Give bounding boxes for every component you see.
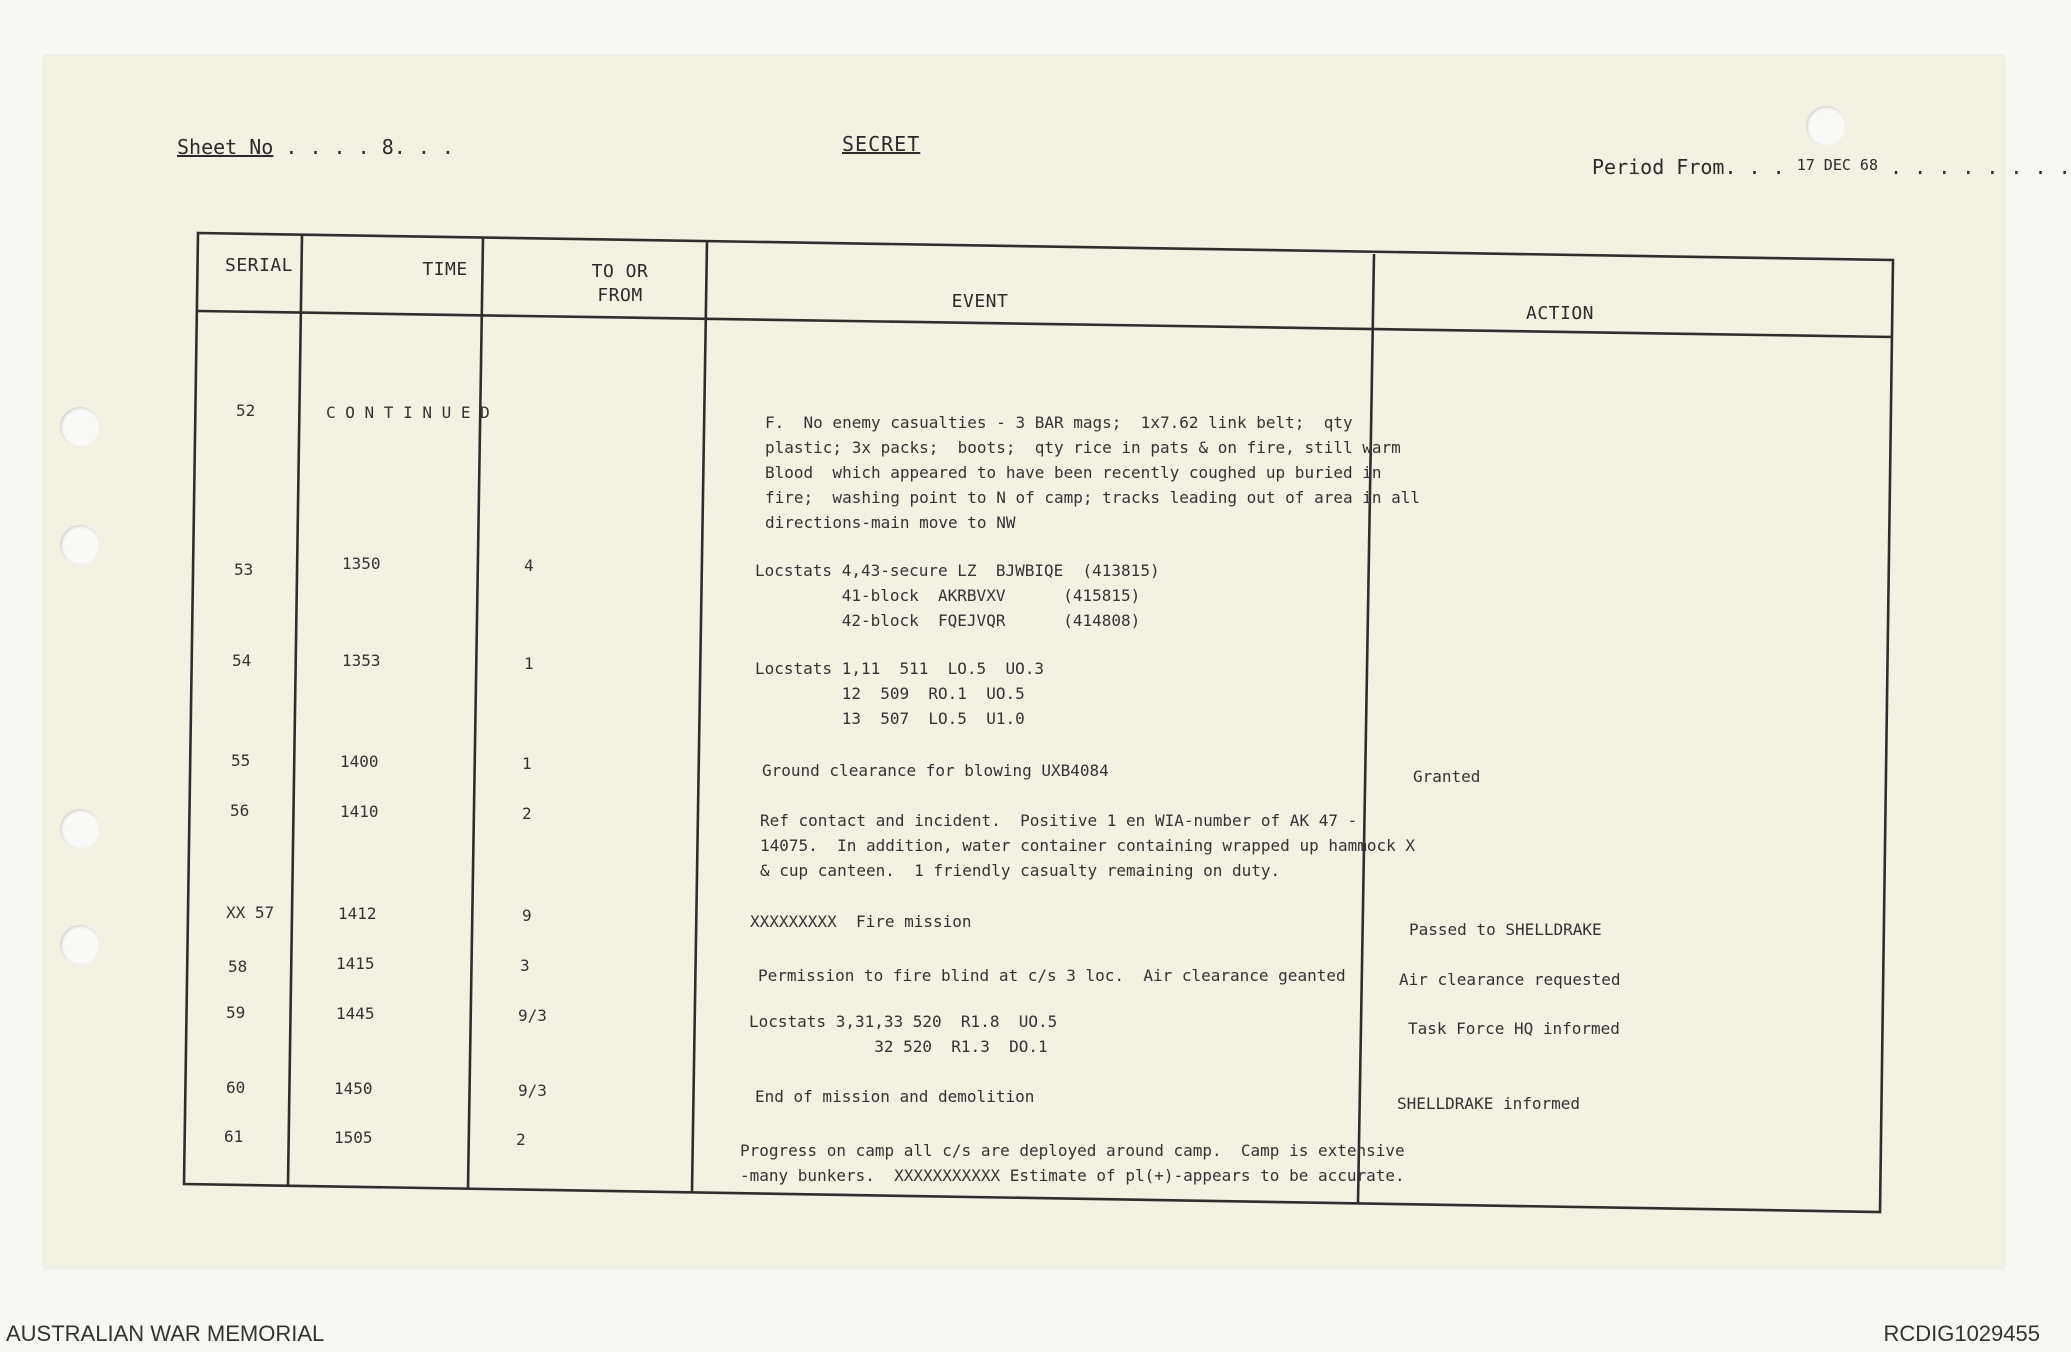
from-cell: 4 bbox=[524, 556, 534, 575]
time-cell: 1445 bbox=[336, 1004, 375, 1023]
footer-record-id: RCDIG1029455 bbox=[1883, 1321, 2040, 1346]
column-header-serial: SERIAL bbox=[224, 255, 294, 276]
action-cell: Air clearance requested bbox=[1399, 970, 1621, 989]
column-header-event: EVENT bbox=[951, 291, 1009, 312]
event-cell: Ground clearance for blowing UXB4084 bbox=[762, 761, 1109, 780]
time-cell: 1410 bbox=[340, 802, 379, 821]
action-cell: Passed to SHELLDRAKE bbox=[1409, 920, 1602, 939]
classification-heading: SECRET bbox=[842, 132, 921, 156]
time-cell: 1415 bbox=[336, 954, 375, 973]
event-cell: Ref contact and incident. Positive 1 en WIA-number of AK 47 - 14075. In addition, water container containing wrapped up hammock X & cup canteen. 1 friendly casualty remaining on duty. bbox=[760, 811, 1416, 880]
sheet-number-value: 8 bbox=[381, 135, 394, 159]
event-cell: End of mission and demolition bbox=[755, 1087, 1035, 1106]
from-cell: 9/3 bbox=[518, 1006, 547, 1025]
event-cell: Locstats 4,43-secure LZ BJWBIQE (413815) 41-block AKRBVXV (415815) 42-block FQEJVQR (414808) bbox=[755, 561, 1160, 630]
action-cell: Task Force HQ informed bbox=[1408, 1019, 1620, 1038]
event-cell: Locstats 3,31,33 520 R1.8 UO.5 32 520 R1.3 DO.1 bbox=[749, 1012, 1058, 1056]
serial-cell: 52 bbox=[236, 401, 256, 420]
serial-cell: 54 bbox=[232, 651, 252, 670]
serial-cell: XX 57 bbox=[226, 903, 275, 922]
time-cell: 1353 bbox=[342, 651, 381, 670]
from-cell: 3 bbox=[520, 956, 530, 975]
archive-footer bbox=[0, 1318, 2048, 1352]
event-cell: Permission to fire blind at c/s 3 loc. Air clearance geanted bbox=[758, 966, 1346, 985]
time-cell: 1400 bbox=[340, 752, 379, 771]
event-cell: F. No enemy casualties - 3 BAR mags; 1x7.62 link belt; qty plastic; 3x packs; boots; qty rice in pats & on fire, still warm Blood which appeared to have been recently coughed up buried in fire; washing point to N of camp; tracks leading out of area in all directions-main move to NW bbox=[765, 413, 1421, 532]
period-label: Period From bbox=[1592, 155, 1725, 179]
footer-institution: AUSTRALIAN WAR MEMORIAL bbox=[6, 1321, 325, 1346]
sheet-number: Sheet No . . . . 8. . . bbox=[177, 135, 454, 159]
event-cell: Locstats 1,11 511 LO.5 UO.3 12 509 RO.1 UO.5 13 507 LO.5 U1.0 bbox=[755, 659, 1044, 728]
action-cell: SHELLDRAKE informed bbox=[1397, 1094, 1581, 1113]
from-cell: 1 bbox=[522, 754, 532, 773]
serial-cell: 55 bbox=[231, 751, 251, 770]
time-cell: 1450 bbox=[334, 1079, 373, 1098]
from-cell: 2 bbox=[522, 804, 532, 823]
period-from: Period From. . . $^{17 DEC 68}$ . . . . . . . . bbox=[1592, 155, 2071, 179]
from-cell: 9 bbox=[522, 906, 532, 925]
from-cell: 9/3 bbox=[518, 1081, 547, 1100]
column-header-action: ACTION bbox=[1525, 303, 1595, 324]
time-cell: 1505 bbox=[334, 1128, 373, 1147]
time-cell: C O N T I N U E D bbox=[326, 403, 490, 422]
period-value: 17 DEC 68 bbox=[1796, 156, 1878, 174]
event-cell: XXXXXXXXX Fire mission bbox=[750, 912, 972, 931]
from-cell: 1 bbox=[524, 654, 534, 673]
serial-cell: 60 bbox=[226, 1078, 246, 1097]
event-cell: Progress on camp all c/s are deployed around camp. Camp is extensive -many bunkers. XXXXXXXXXXX Estimate of pl(+)-appears to be accurate. bbox=[740, 1141, 1405, 1185]
serial-cell: 53 bbox=[234, 560, 254, 579]
serial-cell: 58 bbox=[228, 957, 248, 976]
serial-cell: 59 bbox=[226, 1003, 246, 1022]
serial-cell: 56 bbox=[230, 801, 250, 820]
column-header-time: TIME bbox=[422, 259, 468, 280]
serial-cell: 61 bbox=[224, 1127, 244, 1146]
column-header-to-or-from: TO OR FROM bbox=[591, 261, 649, 306]
action-cell: Granted bbox=[1413, 767, 1481, 786]
from-cell: 2 bbox=[516, 1130, 526, 1149]
sheet-label: Sheet No bbox=[177, 135, 274, 159]
time-cell: 1412 bbox=[338, 904, 377, 923]
time-cell: 1350 bbox=[342, 554, 381, 573]
